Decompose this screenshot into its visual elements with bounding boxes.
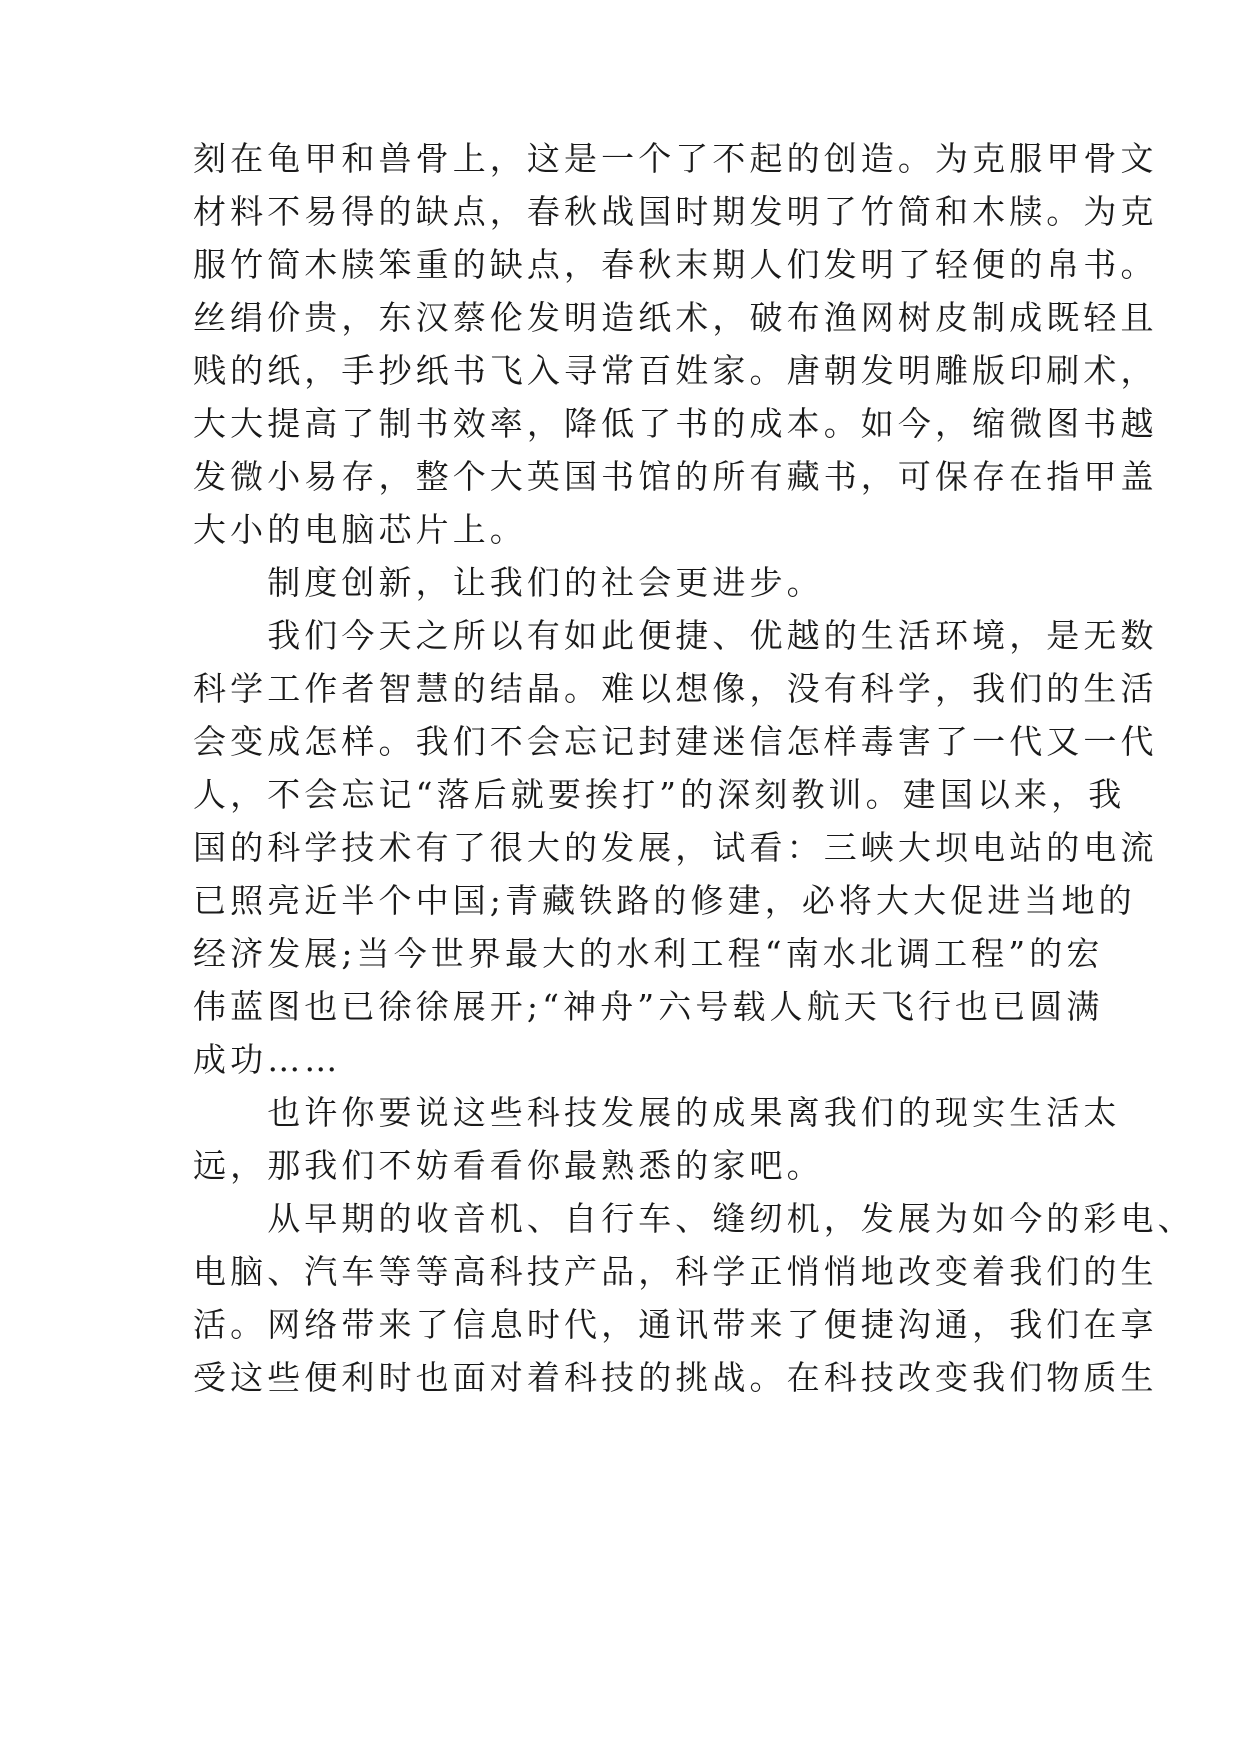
text-line: 人，不会忘记“落后就要挨打”的深刻教训。建国以来，我 bbox=[193, 775, 1126, 814]
text-line: 科学工作者智慧的结晶。难以想像，没有科学，我们的生活 bbox=[193, 669, 1158, 708]
text-line: 大小的电脑芯片上。 bbox=[193, 510, 527, 549]
text-line: 已照亮近半个中国;青藏铁路的修建，必将大大促进当地的 bbox=[193, 881, 1136, 920]
text-line: 伟蓝图也已徐徐展开;“神舟”六号载人航天飞行也已圆满 bbox=[193, 987, 1104, 1026]
text-line: 经济发展;当今世界最大的水利工程“南水北调工程”的宏 bbox=[193, 934, 1104, 973]
text-line: 成功…… bbox=[193, 1040, 342, 1079]
text-line: 发微小易存，整个大英国书馆的所有藏书，可保存在指甲盖 bbox=[193, 457, 1158, 496]
text-line: 我们今天之所以有如此便捷、优越的生活环境，是无数 bbox=[193, 616, 1158, 655]
text-line: 活。网络带来了信息时代，通讯带来了便捷沟通，我们在享 bbox=[193, 1305, 1158, 1344]
text-line: 受这些便利时也面对着科技的挑战。在科技改变我们物质生 bbox=[193, 1358, 1158, 1397]
text-line: 大大提高了制书效率，降低了书的成本。如今，缩微图书越 bbox=[193, 404, 1158, 443]
text-line: 服竹简木牍笨重的缺点，春秋末期人们发明了轻便的帛书。 bbox=[193, 245, 1158, 284]
text-line: 远，那我们不妨看看你最熟悉的家吧。 bbox=[193, 1146, 824, 1185]
text-line: 丝绢价贵，东汉蔡伦发明造纸术，破布渔网树皮制成既轻且 bbox=[193, 298, 1158, 337]
text-line: 材料不易得的缺点，春秋战国时期发明了竹简和木牍。为克 bbox=[193, 192, 1158, 231]
text-line: 制度创新，让我们的社会更进步。 bbox=[193, 563, 824, 602]
text-line: 国的科学技术有了很大的发展，试看：三峡大坝电站的电流 bbox=[193, 828, 1158, 867]
text-line: 会变成怎样。我们不会忘记封建迷信怎样毒害了一代又一代 bbox=[193, 722, 1158, 761]
text-line: 贱的纸，手抄纸书飞入寻常百姓家。唐朝发明雕版印刷术， bbox=[193, 351, 1158, 390]
document-body bbox=[193, 132, 1195, 1404]
text-line: 刻在龟甲和兽骨上，这是一个了不起的创造。为克服甲骨文 bbox=[193, 139, 1158, 178]
text-line: 也许你要说这些科技发展的成果离我们的现实生活太 bbox=[193, 1093, 1121, 1132]
text-line: 电脑、汽车等等高科技产品，科学正悄悄地改变着我们的生 bbox=[193, 1252, 1158, 1291]
text-line: 从早期的收音机、自行车、缝纫机，发展为如今的彩电、 bbox=[193, 1199, 1195, 1238]
